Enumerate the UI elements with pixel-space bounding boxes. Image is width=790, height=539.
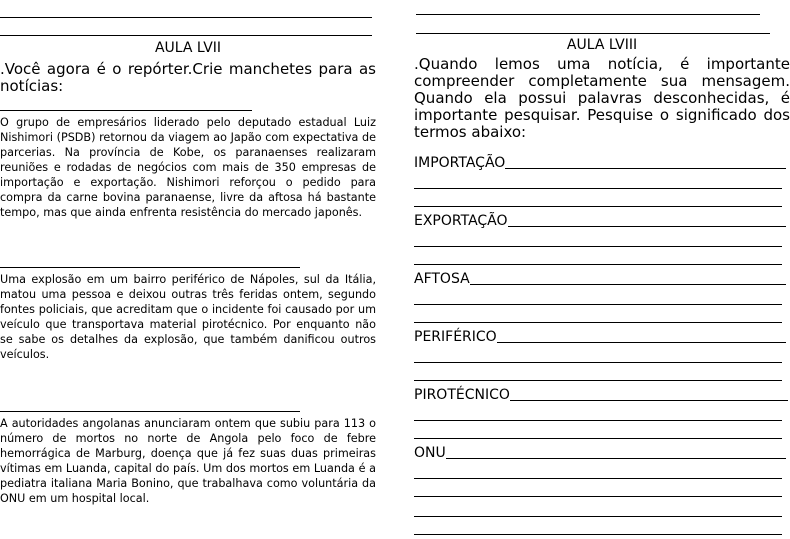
answer-line[interactable] [414, 246, 782, 247]
answer-line[interactable] [505, 168, 786, 169]
answer-line[interactable] [497, 342, 786, 343]
term-label: EXPORTAÇÃO [414, 213, 508, 229]
term-label: PERIFÉRICO [414, 329, 497, 345]
answer-line[interactable] [414, 438, 782, 439]
answer-line[interactable] [414, 420, 782, 421]
term-exportacao[interactable] [414, 211, 786, 229]
answer-line[interactable] [510, 400, 788, 401]
answer-line[interactable] [470, 284, 786, 285]
header-rule-bottom [0, 35, 372, 36]
headline-line-2[interactable] [0, 267, 300, 268]
answer-line[interactable] [414, 188, 782, 189]
answer-line[interactable] [414, 304, 782, 305]
answer-line[interactable] [414, 264, 782, 265]
answer-line[interactable] [414, 534, 782, 535]
term-pirotecnico[interactable] [414, 385, 788, 403]
header-rule-bottom-right [416, 33, 770, 34]
answer-line[interactable] [414, 206, 782, 207]
answer-line[interactable] [414, 322, 782, 323]
answer-line[interactable] [508, 226, 786, 227]
answer-line[interactable] [414, 362, 782, 363]
headline-line-1[interactable] [0, 110, 252, 111]
term-label: IMPORTAÇÃO [414, 155, 506, 171]
term-onu[interactable] [414, 443, 786, 461]
news-story-3: A autoridades angolanas anunciaram ontem que subiu para 113 o número de mortos no norte de Angola pelo foco de febre hemorrágica de Marburg, doença que já fez suas duas primeiras vítimas em Luanda, capital do país. Um dos mortos em Luanda é a pediatra italiana Maria Bonino, que trabalhava como voluntária da ONU em um hospital local. [0, 417, 376, 505]
news-story-2: Uma explosão em um bairro periférico de Nápoles, sul da Itália, matou uma pessoa e deixou outras três feridas ontem, segundo fontes policiais, que acreditam que o incidente foi causado por um veículo que transportava material pirotécnico. Por enquanto não se sabe os detalhes da explosão, que também danificou outros veículos. [0, 273, 376, 361]
answer-line[interactable] [446, 458, 786, 459]
term-importacao[interactable] [414, 153, 786, 171]
term-label: ONU [414, 445, 446, 461]
answer-line[interactable] [414, 496, 782, 497]
news-story-1: O grupo de empresários liderado pelo deputado estadual Luiz Nishimori (PSDB) retornou da viagem ao Japão com expectativa de parcerias. Na província de Kobe, os paranaenses realizaram reuniões e rodadas de negócios com mais de 350 empresas de importação e exportação. Nishimori reforçou o pedido para compra da carne bovina paranaense, livre da aftosa há bastante tempo, mas que ainda enfrenta resistência do mercado japonês. [0, 116, 376, 219]
answer-line[interactable] [414, 380, 782, 381]
answer-line[interactable] [414, 516, 782, 517]
instruction-text: .Você agora é o repórter.Crie manchetes para as notícias: [0, 60, 376, 95]
term-label: AFTOSA [414, 271, 470, 287]
lesson-title-lvii: AULA LVII [154, 40, 222, 56]
header-rule-top [0, 17, 372, 18]
term-aftosa[interactable] [414, 269, 786, 287]
term-label: PIROTÉCNICO [414, 387, 510, 403]
term-periferico[interactable] [414, 327, 786, 345]
instruction-text-right: .Quando lemos uma notícia, é importante compreender completamente sua mensagem. Quando ela possui palavras desconhecidas, é importante pesquisar. Pesquise o significado dos termos abaixo: [414, 55, 790, 141]
header-rule-top-right [416, 14, 760, 15]
answer-line[interactable] [414, 478, 782, 479]
lesson-title-lviii: AULA LVIII [566, 37, 638, 53]
headline-line-3[interactable] [0, 411, 300, 412]
